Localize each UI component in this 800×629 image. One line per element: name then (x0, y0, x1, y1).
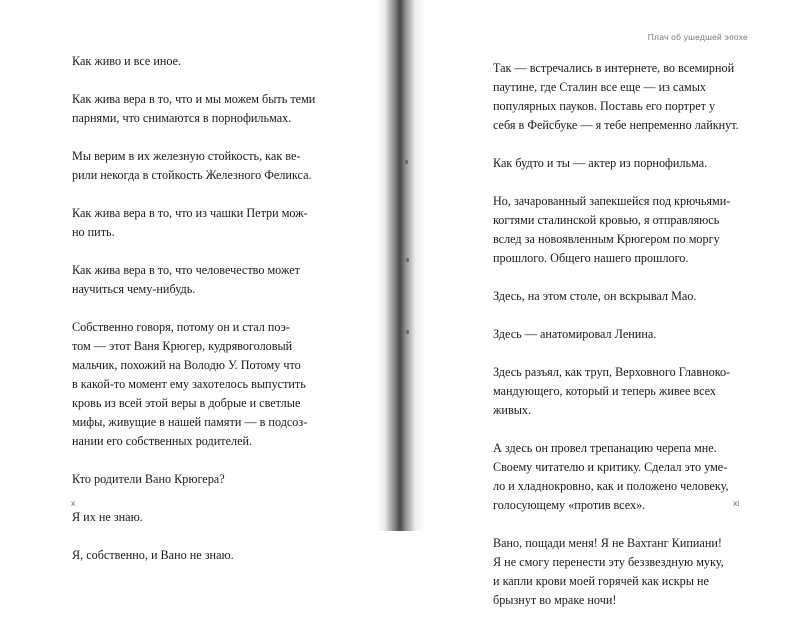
print-speck (405, 160, 408, 164)
paragraph: Я, собственно, и Вано не знаю. (72, 548, 234, 562)
print-speck (406, 258, 409, 262)
paragraph: Как живо и все иное. (72, 54, 182, 68)
book-gutter (376, 0, 424, 531)
paragraph: Здесь разъял, как труп, Верховного Главноко- мандующего, который и теперь живее всех живых. (493, 365, 731, 417)
right-page-text (493, 59, 755, 629)
paragraph: Кто родители Вано Крюгера? (72, 472, 225, 486)
paragraph: Я их не знаю. (72, 510, 143, 524)
paragraph: Но, зачарованный запекшейся под крючьями- когтями сталинской кровью, я отправляюсь вслед за новоявленным Крюгером по моргу прошлого. Общего нашего прошлого. (493, 194, 731, 265)
paragraph: А здесь он провел трепанацию черепа мне. Своему читателю и критику. Сделал это уме- ло и хладнокровно, как и положено человеку, голосующему «против всех». (493, 441, 729, 512)
print-speck (406, 330, 409, 334)
paragraph: Так — встречались в интернете, во всемирной паутине, где Сталин все еще — из самых популярных пауков. Поставь его портрет у себя в Фейсбуке — я тебе непременно лайкнут. (493, 61, 739, 132)
paragraph: Здесь — анатомировал Ленина. (493, 327, 657, 341)
paragraph: Как жива вера в то, что и мы можем быть теми парнями, что снимаются в порнофильмах. (72, 92, 316, 125)
paragraph: Здесь, на этом столе, он вскрывал Мао. (493, 289, 697, 303)
page-number-right: xi (733, 498, 740, 508)
paragraph: Собственно говоря, потому он и стал поэ- том — этот Ваня Крюгер, кудрявоголовый мальчик, похожий на Володю У. Потому что в какой-то момент ему захотелось выпустить кровь из всей этой веры в добрые и светлые мифы, живущие в нашей памяти — в подсоз- нании его собственных родителей. (72, 320, 308, 448)
page-number-left: x (71, 498, 76, 508)
paragraph: Как жива вера в то, что из чашки Петри мож- но пить. (72, 206, 308, 239)
paragraph: Как жива вера в то, что человечество может научиться чему-нибудь. (72, 263, 300, 296)
left-page-text (72, 52, 334, 584)
paragraph: Мы верим в их железную стойкость, как ве- рили некогда в стойкость Железного Феликса. (72, 149, 312, 182)
paragraph: Как будто и ты — актер из порнофильма. (493, 156, 708, 170)
paragraph: Вано, пощади меня! Я не Вахтанг Кипиани! Я не смогу перенести эту беззвездную муку, и капли крови моей горячей как искры не брызнут во мраке ночи! (493, 536, 724, 607)
running-head: Плач об ушедшей эпохе (647, 32, 748, 42)
